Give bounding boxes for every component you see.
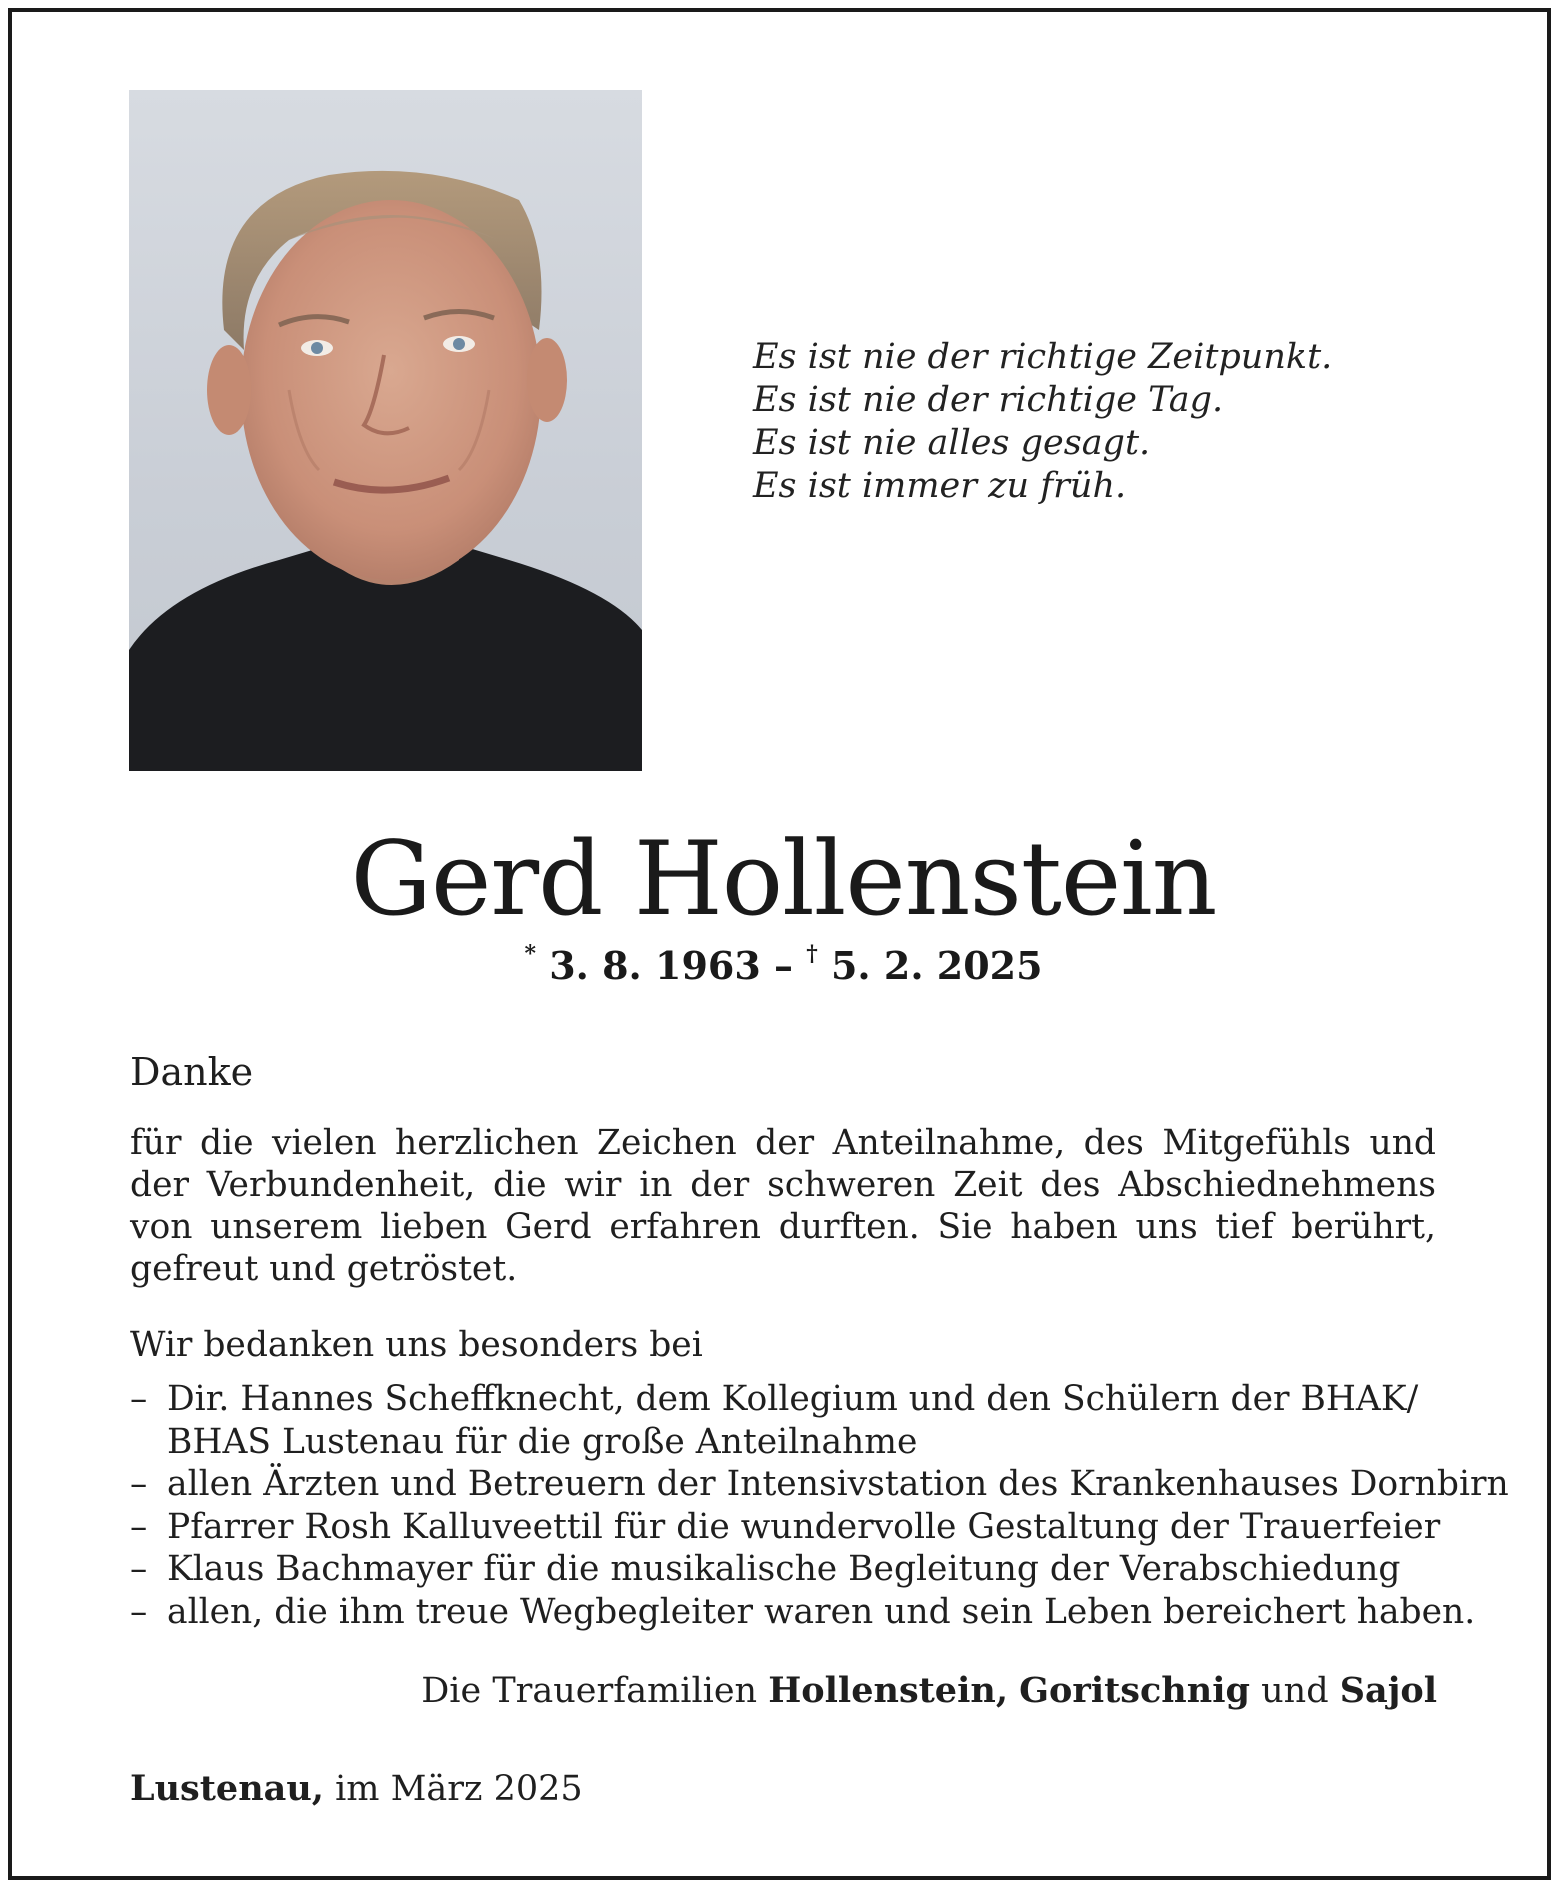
list-item-continuation [130, 1421, 1440, 1464]
thanks-list [130, 1378, 1509, 1633]
family-name: Sajol [1339, 1670, 1437, 1711]
list-item-text: Klaus Bachmayer für die musikalische Begleitung der Verabschiedung [167, 1549, 1401, 1589]
thanks-paragraph: für die vielen herzlichen Zeichen der Anteilnahme, des Mitgefühls und der Verbundenheit, die wir in der schweren Zeit des Abschiednehmens von unserem lieben Gerd erfahren durften. Sie haben uns tief berührt, gefreut und getröstet. [130, 1123, 1436, 1289]
family-name: Goritschnig [1019, 1670, 1250, 1711]
list-dash: – [130, 1464, 148, 1504]
list-item [130, 1548, 1440, 1591]
list-item-text: allen Ärzten und Betreuern der Intensivstation des Krankenhauses Dornbirn [167, 1464, 1509, 1504]
poem-line: Es ist nie alles gesagt. [753, 423, 1151, 463]
date-separator: – [760, 943, 807, 988]
list-dash: – [130, 1591, 148, 1632]
birth-date: 3. 8. 1963 [549, 943, 761, 988]
place-date-text: im März 2025 [323, 1769, 583, 1809]
place-city: Lustenau, [130, 1768, 324, 1809]
poem-line: Es ist nie der richtige Tag. [753, 380, 1224, 420]
birth-symbol: * [524, 941, 536, 968]
life-dates [0, 943, 1567, 988]
list-item [130, 1463, 1509, 1506]
family-signature [421, 1670, 1437, 1711]
list-item-text: Pfarrer Rosh Kalluveettil für die wundervolle Gestaltung der Trauerfeier [167, 1506, 1441, 1547]
family-name: Hollenstein, [768, 1670, 1009, 1711]
signature-prefix: Die Trauerfamilien [421, 1671, 769, 1711]
list-item-text: allen, die ihm treue Wegbegleiter waren und sein Leben bereichert haben. [167, 1591, 1476, 1632]
list-item-text: Dir. Hannes Scheffknecht, dem Kollegium und den Schülern der BHAK/ [167, 1379, 1419, 1419]
thanks-heading: Danke [130, 1050, 254, 1094]
death-symbol: † [806, 941, 818, 968]
list-item [130, 1506, 1440, 1549]
list-item [130, 1591, 1476, 1634]
list-item [130, 1378, 1440, 1421]
portrait-photo [129, 90, 642, 771]
list-item-text: BHAS Lustenau für die große Anteilnahme [167, 1421, 918, 1462]
signature-conjunction: und [1249, 1671, 1340, 1711]
poem-line: Es ist nie der richtige Zeitpunkt. [753, 337, 1333, 377]
list-dash: – [130, 1379, 148, 1419]
list-dash: – [130, 1549, 148, 1589]
memorial-poem [753, 336, 1332, 508]
death-date: 5. 2. 2025 [830, 943, 1043, 988]
list-dash: – [130, 1506, 148, 1547]
poem-line: Es ist immer zu früh. [753, 466, 1127, 506]
list-intro: Wir bedanken uns besonders bei [130, 1325, 703, 1365]
place-date [130, 1768, 583, 1809]
deceased-name: Gerd Hollenstein [350, 820, 1217, 939]
